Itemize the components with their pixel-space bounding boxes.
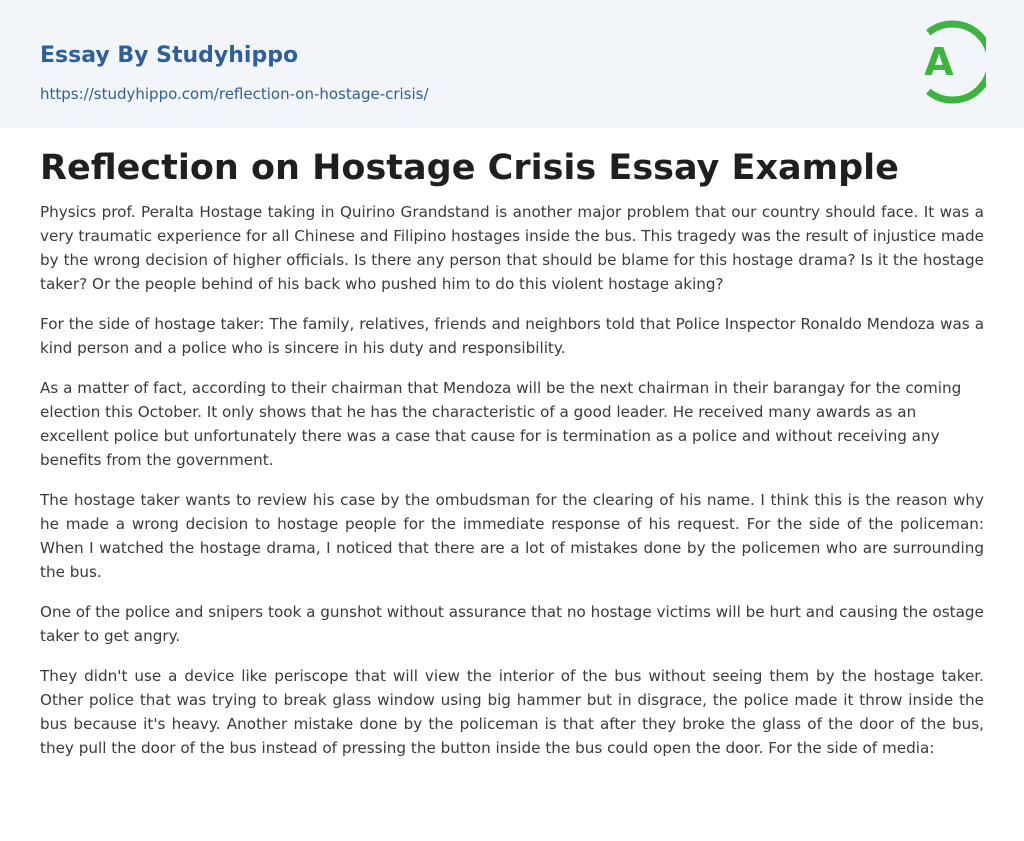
essay-paragraph-5: One of the police and snipers took a gunshot without assurance that no hostage victims will be hurt and causing the ostage taker to get angry. — [40, 603, 984, 645]
studyhippo-logo-icon[interactable] — [912, 18, 986, 106]
essay-body — [40, 200, 984, 776]
essay-paragraph-4: The hostage taker wants to review his case by the ombudsman for the clearing of his name. I think this is the reason why he made a wrong decision to hostage people for the immediate response of his request. For the side of the policeman: When I watched the hostage drama, I noticed that there are a lot of mistakes done by the policemen who are surrounding the bus. — [40, 491, 984, 581]
page-title: Reflection on Hostage Crisis Essay Example — [40, 148, 899, 188]
essay-paragraph-3: As a matter of fact, according to their chairman that Mendoza will be the next chairman in their barangay for the coming election this October. It only shows that he has the characteristic of a good leader. He received many awards as an excellent police but unfortunately there was a case that cause for is termination as a police and without receiving any benefits from the government. — [40, 379, 962, 469]
essay-url-link[interactable]: https://studyhippo.com/reflection-on-hostage-crisis/ — [40, 85, 429, 103]
site-brand[interactable]: Essay By Studyhippo — [40, 43, 299, 68]
essay-paragraph-1: Physics prof. Peralta Hostage taking in Quirino Grandstand is another major problem that our country should face. It was a very traumatic experience for all Chinese and Filipino hostages inside the bus. This tragedy was the result of injustice made by the wrong decision of higher officials. Is there any person that should be blame for this hostage drama? Is it the hostage taker? Or the people behind of his back who pushed him to do this violent hostage aking? — [40, 203, 984, 293]
site-header — [0, 0, 1024, 128]
logo-letter: A — [924, 40, 954, 84]
essay-paragraph-6: They didn't use a device like periscope that will view the interior of the bus without seeing them by the hostage taker. Other police that was trying to break glass window using big hammer but in disgrace, the police made it throw inside the bus because it's heavy. Another mistake done by the policeman is that after they broke the glass of the door of the bus, they pull the door of the bus instead of pressing the button inside the bus could open the door. For the side of media: — [40, 667, 984, 757]
essay-paragraph-2: For the side of hostage taker: The family, relatives, friends and neighbors told that Police Inspector Ronaldo Mendoza was a kind person and a police who is sincere in his duty and responsibility. — [40, 315, 984, 357]
